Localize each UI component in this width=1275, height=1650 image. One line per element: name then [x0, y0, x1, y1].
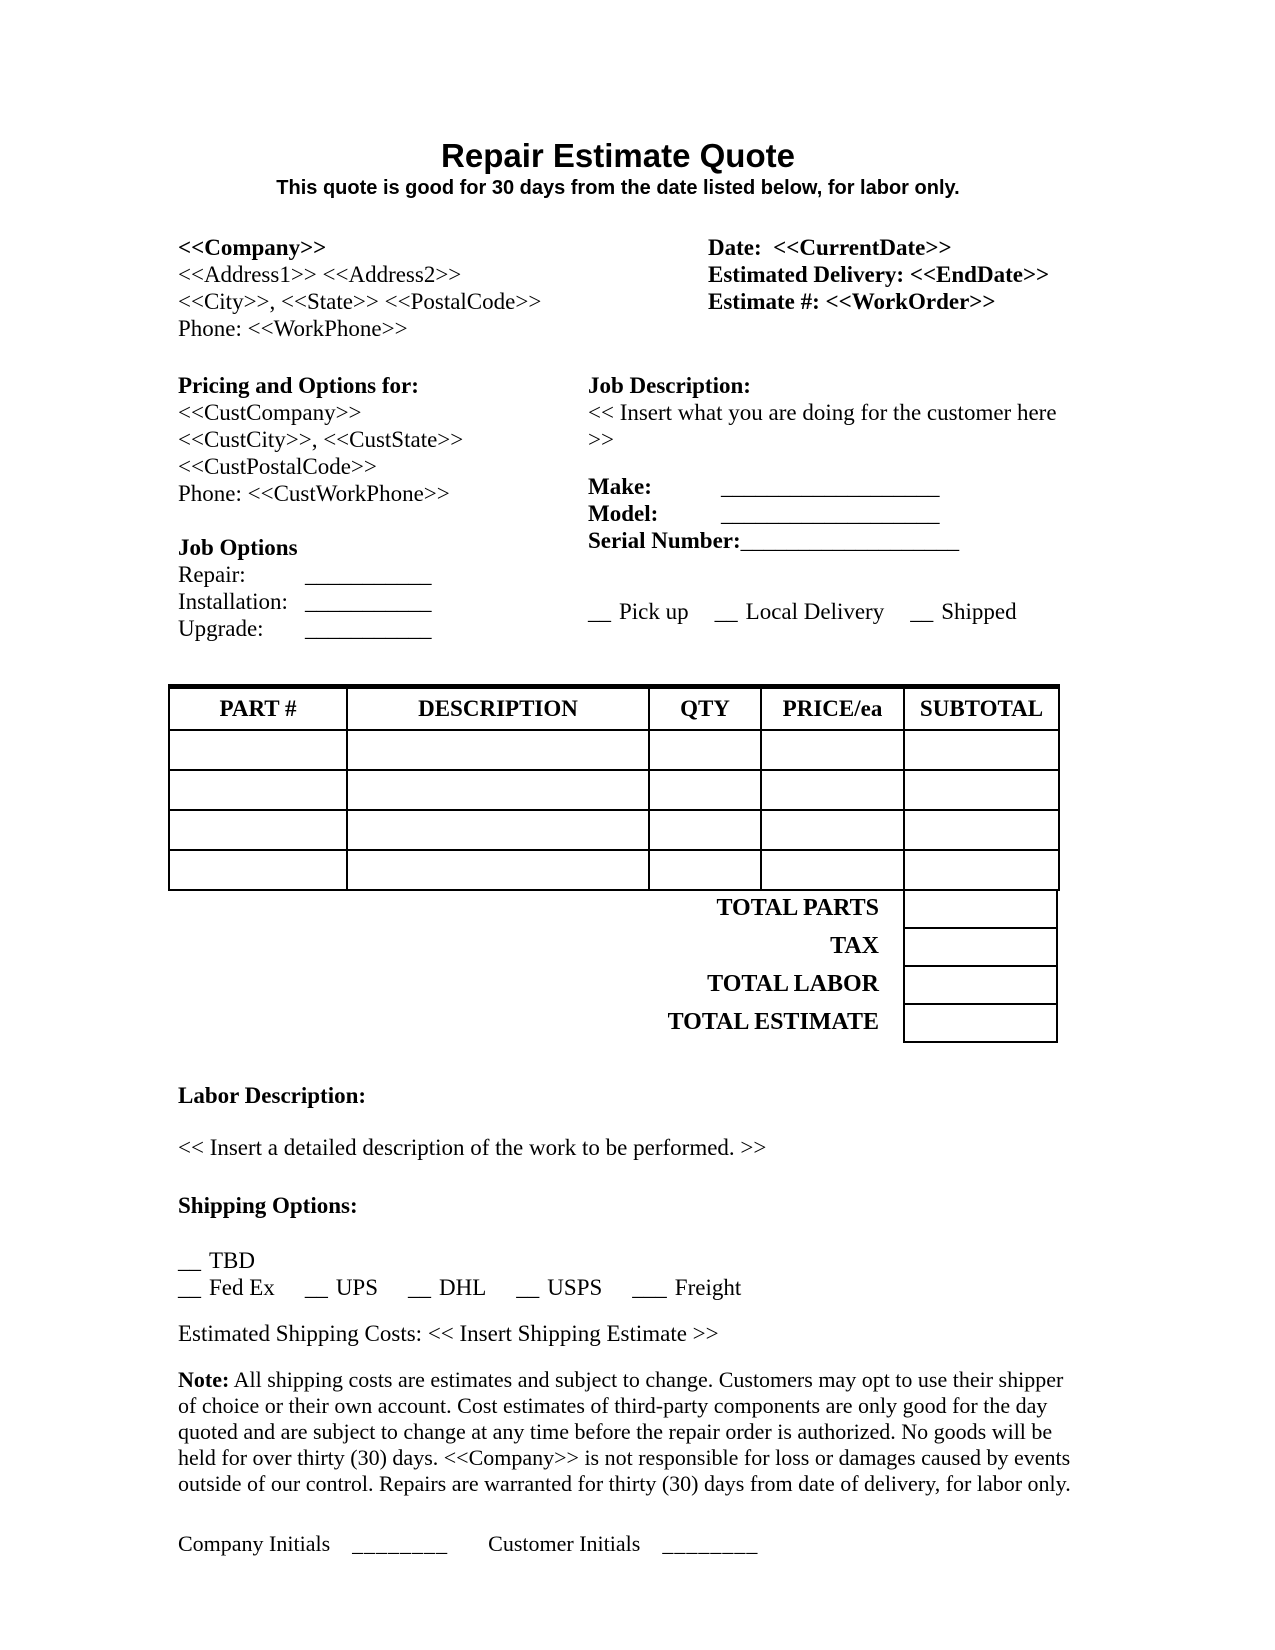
installation-label: Installation:	[178, 589, 288, 615]
totals-section	[168, 889, 1058, 1043]
customer-phone: Phone: <<CustWorkPhone>>	[178, 481, 450, 507]
parts-table-header-row	[169, 687, 1059, 730]
job-option-repair	[178, 561, 588, 588]
price-header: PRICE/ea	[761, 687, 904, 730]
dhl-checkline: __	[408, 1274, 432, 1300]
company-date-row	[178, 234, 1058, 342]
customer-initials-blank-line: ________	[662, 1530, 759, 1556]
dhl-option	[408, 1274, 486, 1301]
empty-cell	[169, 850, 347, 890]
part-number-header: PART #	[169, 687, 347, 730]
model-label: Model:	[588, 501, 659, 527]
parts-table	[168, 684, 1060, 891]
empty-cell	[169, 810, 347, 850]
dhl-label: DHL	[439, 1274, 487, 1300]
subtotal-header: SUBTOTAL	[904, 687, 1059, 730]
model-field	[588, 500, 1058, 527]
description-header: DESCRIPTION	[347, 687, 649, 730]
total-parts-row	[168, 889, 1058, 929]
company-phone: Phone: <<WorkPhone>>	[178, 316, 408, 342]
freight-option	[632, 1274, 741, 1301]
job-option-installation	[178, 588, 588, 615]
empty-cell	[347, 770, 649, 810]
shipped-option	[910, 598, 1016, 625]
fedex-checkline: __	[178, 1274, 201, 1300]
customer-city-line: <<CustCity>>, <<CustState>>	[178, 427, 464, 453]
page-title: Repair Estimate Quote	[441, 137, 795, 174]
device-fields	[588, 473, 1058, 554]
customer-initials-label: Customer Initials	[488, 1530, 641, 1556]
serial-number-blank-line: ___________________	[740, 528, 960, 554]
date-block	[708, 234, 1049, 342]
tbd-option	[178, 1247, 1058, 1274]
local-delivery-checkline: __	[714, 599, 738, 625]
pickup-checkline: __	[588, 599, 611, 625]
table-row	[169, 850, 1059, 890]
page-subtitle: This quote is good for 30 days from the date listed below, for labor only.	[276, 177, 960, 200]
empty-cell	[347, 810, 649, 850]
tbd-checkline: __	[178, 1247, 201, 1273]
empty-cell	[904, 850, 1059, 890]
pickup-label: Pick up	[619, 599, 689, 625]
fedex-option	[178, 1274, 275, 1301]
usps-label: USPS	[547, 1274, 603, 1300]
repair-blank-line: ___________	[305, 562, 432, 588]
company-initials-blank-line: ________	[352, 1530, 449, 1556]
customer-company: <<CustCompany>>	[178, 400, 362, 426]
pickup-option	[588, 598, 689, 625]
table-row	[169, 810, 1059, 850]
empty-cell	[169, 770, 347, 810]
carriers-row	[178, 1274, 1058, 1301]
empty-cell	[904, 730, 1059, 770]
date-line: Date: <<CurrentDate>>	[708, 235, 952, 261]
empty-cell	[649, 730, 761, 770]
freight-label: Freight	[674, 1274, 742, 1300]
company-name: <<Company>>	[178, 235, 327, 261]
freight-checkline: ___	[632, 1274, 667, 1300]
company-block	[178, 234, 708, 342]
ups-checkline: __	[304, 1274, 328, 1300]
tax-label: TAX	[830, 933, 879, 960]
empty-cell	[904, 810, 1059, 850]
empty-cell	[649, 850, 761, 890]
pricing-jobdesc-row	[178, 372, 1058, 642]
job-description-column	[588, 372, 1058, 642]
spacer	[178, 507, 588, 534]
local-delivery-label: Local Delivery	[745, 599, 885, 625]
repair-label: Repair:	[178, 562, 246, 588]
serial-number-field	[588, 527, 1058, 554]
total-parts-label: TOTAL PARTS	[716, 895, 879, 922]
estimated-delivery-line: Estimated Delivery: <<EndDate>>	[708, 262, 1050, 288]
empty-cell	[761, 850, 904, 890]
table-row	[169, 730, 1059, 770]
local-delivery-option	[715, 598, 885, 625]
empty-cell	[347, 850, 649, 890]
usps-checkline: __	[516, 1274, 540, 1300]
upgrade-blank-line: ___________	[305, 616, 432, 642]
note-text: All shipping costs are estimates and subject to change. Customers may opt to use their shipper of choice or their own account. Cost estimates of third-party components are only good for the day quoted and are subject to change at any time before the repair order is authorized. No goods will be held for over thirty (30) days. <<Company>> is not responsible for loss or damages caused by events outside of our control. Repairs are warranted for thirty (30) days from date of delivery, for labor only.	[178, 1366, 1071, 1496]
upgrade-label: Upgrade:	[178, 616, 264, 642]
qty-header: QTY	[649, 687, 761, 730]
shipped-checkline: __	[910, 599, 934, 625]
note-label: Note:	[178, 1366, 230, 1392]
pricing-column	[178, 372, 588, 642]
note-paragraph	[178, 1367, 1078, 1497]
job-description-text: << Insert what you are doing for the customer here >>	[588, 400, 1057, 453]
empty-cell	[761, 810, 904, 850]
company-address: <<Address1>> <<Address2>>	[178, 262, 462, 288]
empty-cell	[649, 810, 761, 850]
ups-option	[305, 1274, 378, 1301]
total-labor-label: TOTAL LABOR	[707, 971, 879, 998]
total-estimate-row	[168, 1003, 1058, 1043]
labor-description-text: << Insert a detailed description of the work to be performed. >>	[178, 1134, 767, 1160]
total-estimate-value-box	[903, 1003, 1058, 1043]
job-option-upgrade	[178, 615, 588, 642]
serial-number-label: Serial Number:	[588, 528, 741, 554]
make-blank-line: ___________________	[721, 474, 940, 500]
usps-option	[516, 1274, 602, 1301]
labor-description-heading: Labor Description:	[178, 1082, 367, 1108]
model-blank-line: ___________________	[721, 501, 940, 527]
pricing-heading: Pricing and Options for:	[178, 373, 419, 399]
shipped-label: Shipped	[941, 599, 1017, 625]
empty-cell	[761, 770, 904, 810]
ups-label: UPS	[335, 1274, 379, 1300]
estimate-number-line: Estimate #: <<WorkOrder>>	[708, 289, 996, 315]
total-parts-value-box	[903, 889, 1058, 929]
make-field	[588, 473, 1058, 500]
total-labor-row	[168, 965, 1058, 1005]
make-label: Make:	[588, 474, 652, 500]
table-row	[169, 770, 1059, 810]
estimated-shipping-costs-line: Estimated Shipping Costs: << Insert Shipping Estimate >>	[178, 1320, 719, 1346]
tax-value-box	[903, 927, 1058, 967]
total-labor-value-box	[903, 965, 1058, 1005]
customer-postal: <<CustPostalCode>>	[178, 454, 377, 480]
empty-cell	[761, 730, 904, 770]
total-estimate-label: TOTAL ESTIMATE	[667, 1009, 879, 1036]
empty-cell	[904, 770, 1059, 810]
empty-cell	[649, 770, 761, 810]
tax-row	[168, 927, 1058, 967]
job-description-heading: Job Description:	[588, 373, 751, 399]
job-options-heading: Job Options	[178, 535, 298, 561]
company-city-line: <<City>>, <<State>> <<PostalCode>>	[178, 289, 542, 315]
installation-blank-line: ___________	[305, 589, 432, 615]
shipping-options-heading: Shipping Options:	[178, 1192, 358, 1218]
fedex-label: Fed Ex	[209, 1274, 275, 1300]
company-initials-label: Company Initials	[178, 1530, 331, 1556]
delivery-options-row	[588, 598, 1058, 625]
initials-row	[178, 1531, 1058, 1557]
empty-cell	[169, 730, 347, 770]
empty-cell	[347, 730, 649, 770]
tbd-label: TBD	[209, 1247, 255, 1273]
